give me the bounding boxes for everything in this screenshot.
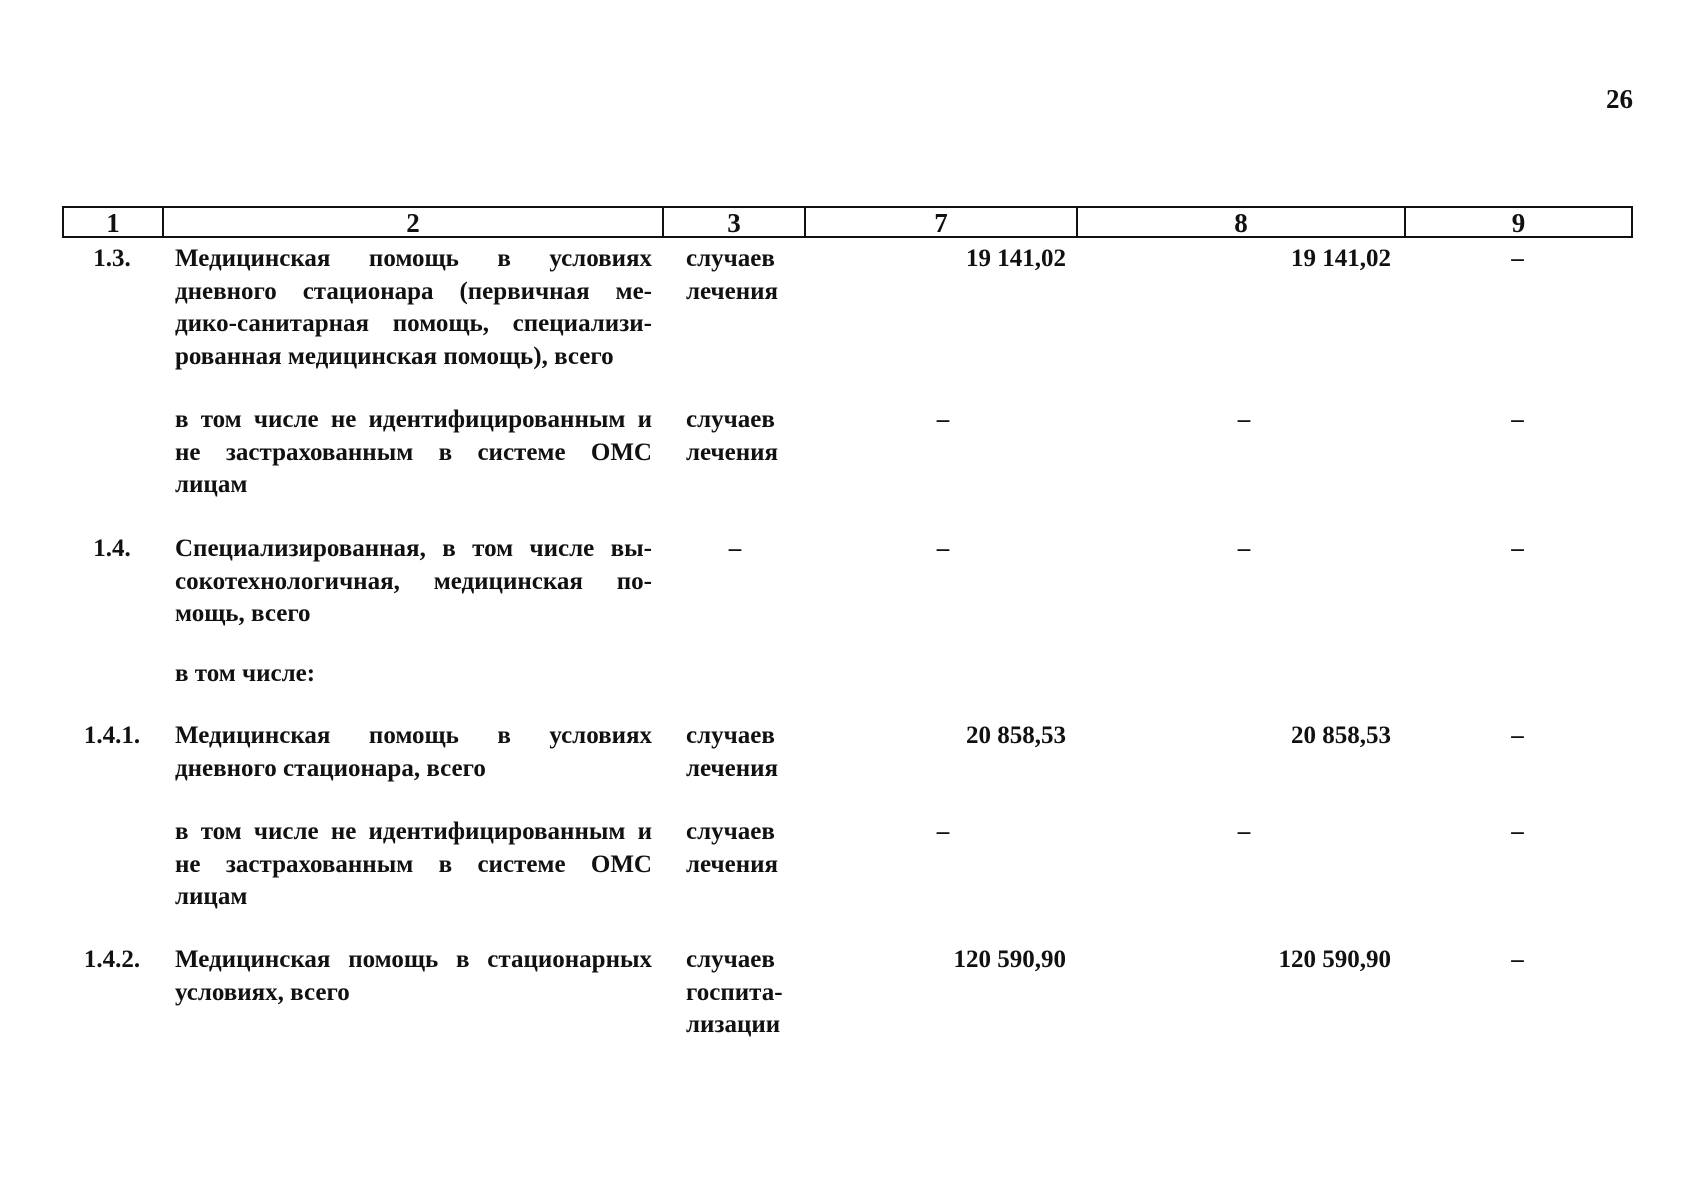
row-unit: случаев лечения: [686, 722, 779, 782]
row-number: 1.3.: [93, 245, 131, 272]
page-number: 26: [1606, 84, 1633, 114]
row-description: Специализированная, в том числе вы- сокотехнологичная, медицинская по- мощь, всего: [175, 535, 652, 627]
row-value-8: –: [1237, 406, 1251, 433]
row-value-8: –: [1237, 535, 1251, 562]
row-value-9: –: [1511, 406, 1524, 433]
row-value-7: 120 590,90: [953, 946, 1066, 973]
row-value-7: –: [936, 535, 950, 562]
row-value-8: 19 141,02: [1291, 245, 1391, 272]
row-description: Медицинская помощь в стационарных условиях, всего: [175, 946, 652, 1006]
row-unit: случаев лечения: [686, 245, 779, 305]
row-value-7: 20 858,53: [966, 722, 1066, 749]
row-value-8: 120 590,90: [1278, 946, 1391, 973]
header-col-7: 7: [806, 208, 1078, 236]
header-col-3: 3: [664, 208, 806, 236]
table-header: [62, 206, 1633, 238]
row-number: 1.4.: [93, 535, 131, 562]
row-value-9: –: [1511, 946, 1524, 973]
row-value-9: –: [1511, 535, 1524, 562]
row-unit: случаев лечения: [686, 406, 779, 466]
header-col-8: 8: [1078, 208, 1406, 236]
row-number: 1.4.1.: [83, 722, 141, 749]
header-col-9: 9: [1511, 207, 1526, 238]
row-number: 1.4.2.: [83, 946, 141, 973]
row-value-8: –: [1237, 818, 1251, 845]
header-col-1: 1: [64, 208, 164, 236]
row-value-9: –: [1511, 818, 1524, 845]
row-description: Медицинская помощь в условиях дневного стационара, всего: [175, 722, 652, 782]
row-unit: случаев лечения: [686, 818, 779, 878]
header-col-2: 2: [164, 208, 664, 236]
row-description: Медицинская помощь в условиях дневного стационара (первичная ме- дико-санитарная помощь, специализи- рованная медицинская помощь), всего: [175, 245, 652, 370]
row-value-9: –: [1511, 722, 1524, 749]
row-value-7: –: [936, 818, 950, 845]
row-value-7: 19 141,02: [966, 245, 1066, 272]
row-value-9: –: [1511, 245, 1524, 272]
row-description: в том числе не идентифицированным и не застрахованным в системе ОМС лицам: [175, 406, 652, 498]
row-unit: случаев госпита- лизации: [686, 946, 783, 1038]
row-description: в том числе не идентифицированным и не застрахованным в системе ОМС лицам: [175, 818, 652, 910]
row-value-8: 20 858,53: [1291, 722, 1391, 749]
row-description: в том числе:: [175, 660, 316, 687]
row-unit: –: [728, 535, 742, 562]
row-value-7: –: [936, 406, 950, 433]
